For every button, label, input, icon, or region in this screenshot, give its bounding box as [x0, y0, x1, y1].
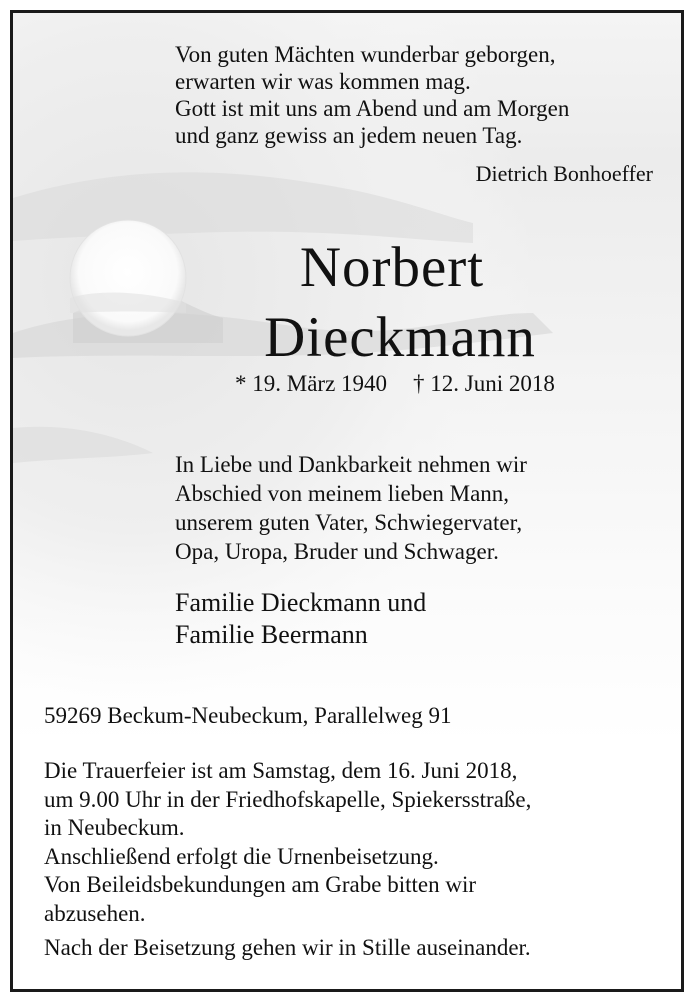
ceremony-line: um 9.00 Uhr in der Friedhofskapelle, Spiekersstraße,	[44, 786, 532, 812]
poem-line: und ganz gewiss an jedem neuen Tag.	[175, 123, 523, 148]
obituary-frame	[10, 10, 684, 992]
family-signature	[175, 587, 426, 651]
family-line: Familie Beermann	[175, 620, 368, 649]
family-line: Familie Dieckmann und	[175, 588, 427, 617]
farewell-text	[175, 450, 527, 566]
poem-author: Dietrich Bonhoeffer	[475, 161, 653, 186]
life-dates	[235, 371, 555, 397]
poem-line: erwarten wir was kommen mag.	[175, 69, 471, 94]
poem-line: Gott ist mit uns am Abend und am Morgen	[175, 96, 570, 121]
ceremony-line: Von Beileidsbekundungen am Grabe bitten wir	[44, 872, 477, 897]
birth-date: * 19. März 1940	[235, 371, 388, 396]
death-date: † 12. Juni 2018	[413, 371, 555, 396]
poem-line: Von guten Mächten wunderbar geborgen,	[175, 42, 556, 67]
farewell-line: unserem guten Vater, Schwiegervater,	[175, 510, 523, 535]
deceased-first-name: Norbert	[299, 236, 485, 299]
ceremony-line: abzusehen.	[44, 900, 146, 926]
bonhoeffer-poem	[175, 41, 569, 149]
closing-note: Nach der Beisetzung gehen wir in Stille auseinander.	[44, 935, 531, 960]
address: 59269 Beckum-Neubeckum, Parallelweg 91	[44, 703, 452, 728]
ceremony-line: Die Trauerfeier ist am Samstag, dem 16. Juni 2018,	[44, 758, 518, 783]
ceremony-info	[44, 757, 531, 928]
farewell-line: Opa, Uropa, Bruder und Schwager.	[175, 539, 499, 564]
ceremony-line: Anschließend erfolgt die Urnenbeisetzung.	[44, 843, 439, 869]
deceased-last-name: Dieckmann	[264, 306, 536, 369]
farewell-line: In Liebe und Dankbarkeit nehmen wir	[175, 452, 527, 477]
ceremony-line: in Neubeckum.	[44, 815, 185, 840]
farewell-line: Abschied von meinem lieben Mann,	[175, 481, 510, 506]
